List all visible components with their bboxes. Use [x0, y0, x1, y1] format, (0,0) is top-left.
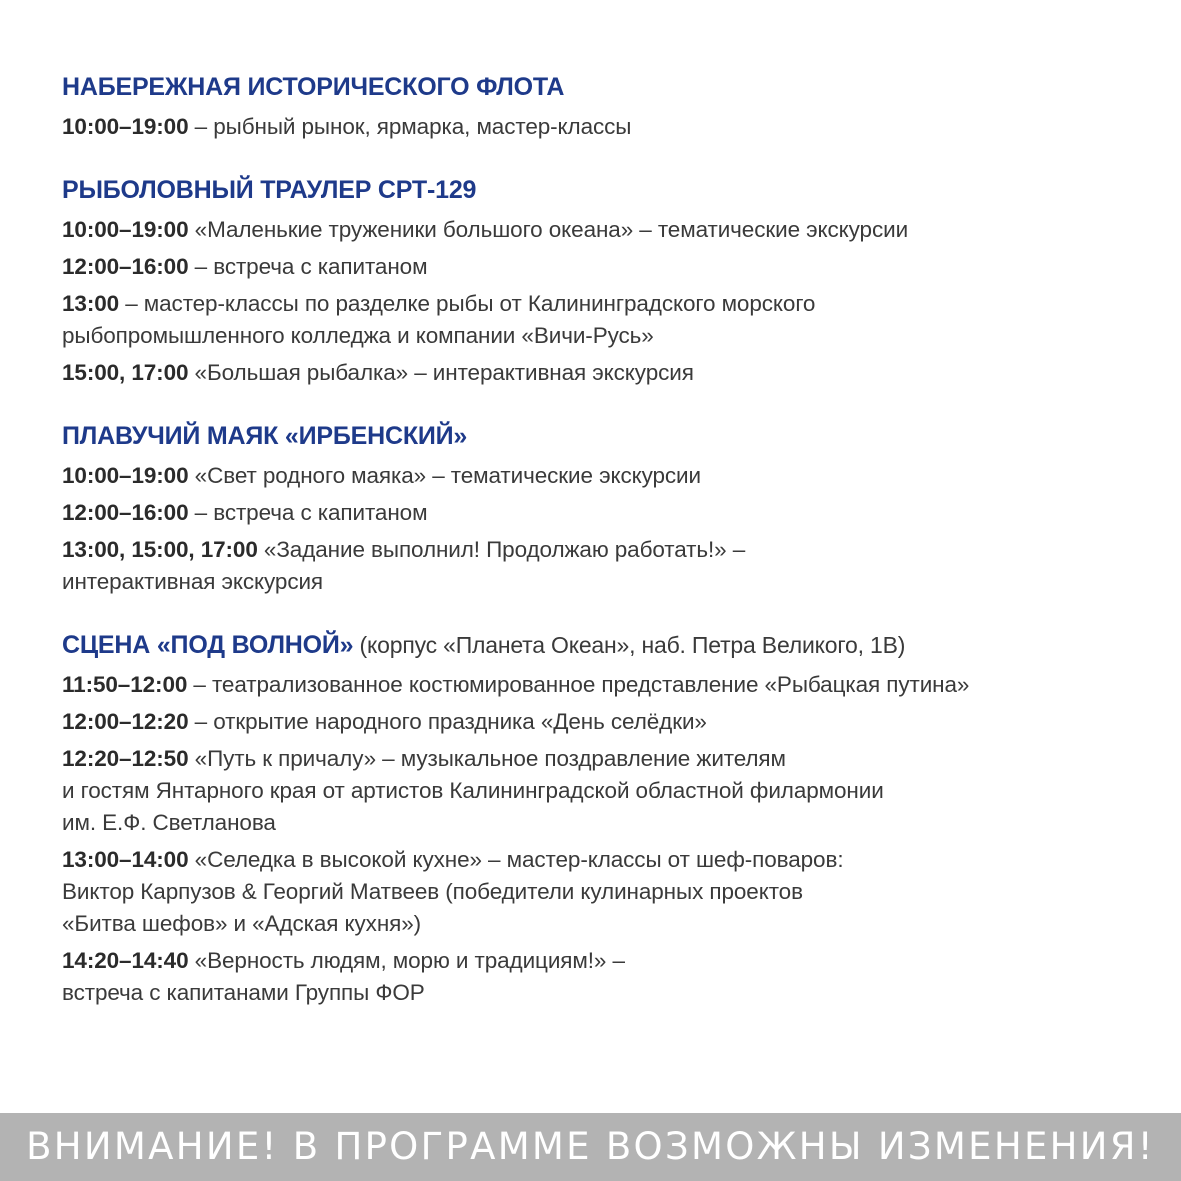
entry-time: 11:50–12:00 [62, 672, 188, 697]
section-title: ПЛАВУЧИЙ МАЯК «ИРБЕНСКИЙ» [62, 422, 468, 450]
entry-time: 12:00–12:20 [62, 709, 189, 734]
entry-text: – открытие народного праздника «День селёдки» [188, 709, 707, 734]
schedule-entry [62, 534, 1152, 598]
schedule-entry [62, 460, 1152, 492]
entry-time: 13:00–14:00 [62, 847, 189, 872]
section-embankment [62, 68, 1152, 143]
entry-time: 10:00–19:00 [62, 217, 189, 242]
entry-time: 14:20–14:40 [62, 948, 189, 973]
section-stage [62, 626, 1152, 1009]
entry-time: 15:00, 17:00 [62, 360, 189, 385]
section-title: РЫБОЛОВНЫЙ ТРАУЛЕР СРТ-129 [62, 176, 477, 204]
section-title: НАБЕРЕЖНАЯ ИСТОРИЧЕСКОГО ФЛОТА [62, 73, 565, 101]
entry-time: 10:00–19:00 [62, 114, 189, 139]
schedule-entry [62, 288, 1152, 352]
section-title-row [62, 626, 1152, 664]
entry-text: «Путь к причалу» – музыкальное поздравление жителям [188, 746, 786, 771]
schedule-entry [62, 669, 1152, 701]
entry-text: – мастер-классы по разделке рыбы от Калининградского морского [119, 291, 816, 316]
entry-time: 13:00 [62, 291, 120, 316]
entry-text: – рыбный рынок, ярмарка, мастер-классы [188, 114, 632, 139]
entry-text-line-3: «Битва шефов» и «Адская кухня») [62, 911, 422, 936]
entry-time: 12:00–16:00 [62, 254, 189, 279]
entry-text: «Маленькие труженики большого океана» – тематические экскурсии [188, 217, 909, 242]
entry-text: «Задание выполнил! Продолжаю работать!» – [257, 537, 746, 562]
entry-text-line-2: и гостям Янтарного края от артистов Калининградской областной филармонии [62, 778, 884, 803]
changes-notice-banner: ВНИМАНИЕ! В ПРОГРАММЕ ВОЗМОЖНЫ ИЗМЕНЕНИЯ! [0, 1113, 1181, 1181]
schedule-entry [62, 251, 1152, 283]
program-content [62, 68, 1152, 1037]
schedule-entry [62, 706, 1152, 738]
entry-text-line-3: им. Е.Ф. Светланова [62, 810, 276, 835]
entry-text: «Селедка в высокой кухне» – мастер-классы от шеф-поваров: [188, 847, 844, 872]
schedule-entry [62, 743, 1152, 839]
section-trawler [62, 171, 1152, 389]
schedule-entry [62, 945, 1152, 1009]
section-title: СЦЕНА «ПОД ВОЛНОЙ» [62, 631, 354, 659]
schedule-entry [62, 357, 1152, 389]
entry-time: 12:20–12:50 [62, 746, 189, 771]
entry-text-line-2: рыбопромышленного колледжа и компании «Вичи-Русь» [62, 323, 654, 348]
schedule-entry [62, 111, 1152, 143]
entry-text: – встреча с капитаном [188, 500, 428, 525]
schedule-entry [62, 214, 1152, 246]
entry-text: – встреча с капитаном [188, 254, 428, 279]
entry-text-line-2: интерактивная экскурсия [62, 569, 324, 594]
entry-text-line-2: Виктор Карпузов & Георгий Матвеев (победители кулинарных проектов [62, 879, 803, 904]
entry-time: 13:00, 15:00, 17:00 [62, 537, 258, 562]
entry-time: 12:00–16:00 [62, 500, 189, 525]
entry-time: 10:00–19:00 [62, 463, 189, 488]
schedule-entry [62, 497, 1152, 529]
entry-text: «Верность людям, морю и традициям!» – [188, 948, 625, 973]
schedule-entry [62, 844, 1152, 940]
entry-text: – театрализованное костюмированное представление «Рыбацкая путина» [187, 672, 970, 697]
entry-text: «Большая рыбалка» – интерактивная экскурсия [188, 360, 694, 385]
entry-text: «Свет родного маяка» – тематические экскурсии [188, 463, 701, 488]
section-location-note: (корпус «Планета Океан», наб. Петра Великого, 1В) [353, 632, 906, 658]
section-lightship [62, 417, 1152, 598]
entry-text-line-2: встреча с капитанами Группы ФОР [62, 980, 425, 1005]
